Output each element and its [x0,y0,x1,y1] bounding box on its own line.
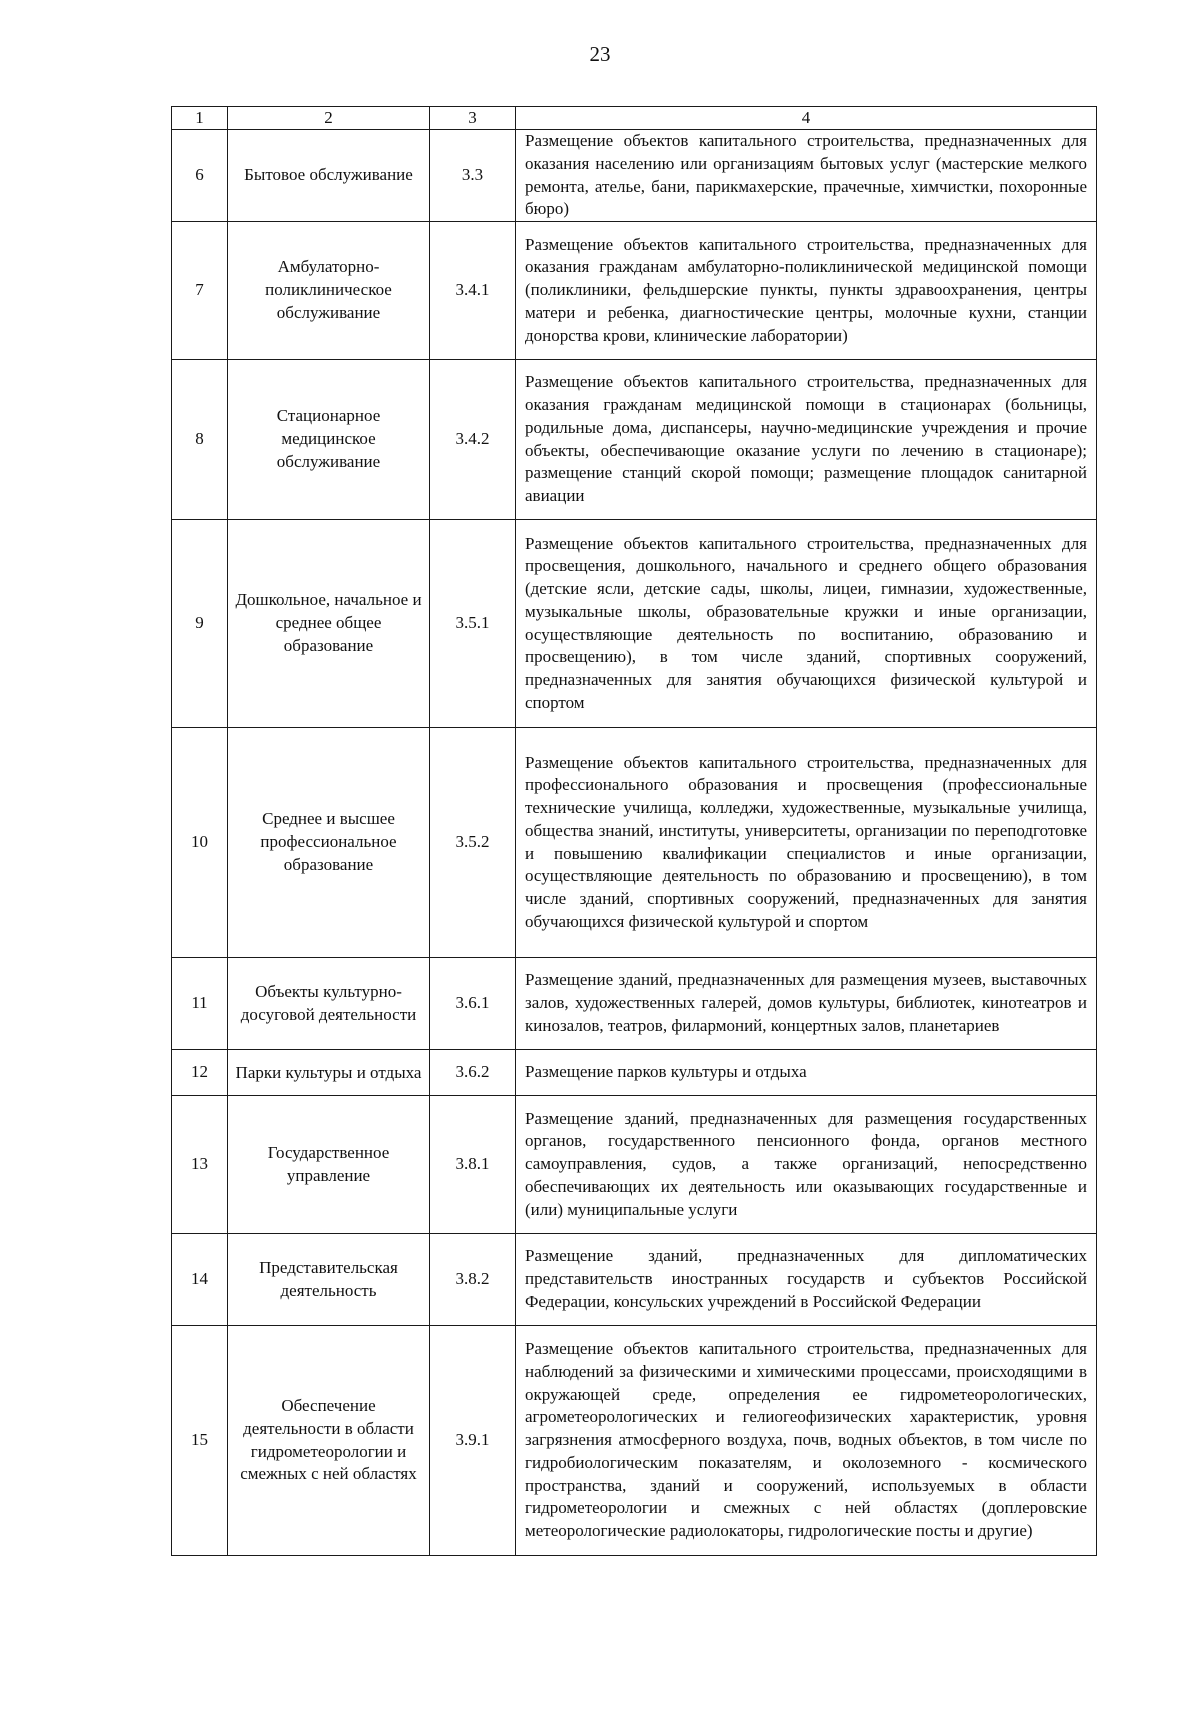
use-type-name: Среднее и высшее профессиональное образование [228,728,430,958]
use-type-name: Объекты культурно-досуговой деятельности [228,958,430,1050]
row-number: 10 [172,728,228,958]
use-type-description: Размещение зданий, предназначенных для размещения государственных органов, государственного пенсионного фонда, органов местного самоуправления, судов, а также организаций, непосредственно обеспечивающих их деятельность или оказывающих государственные и (или) муниципальные услуги [516,1096,1097,1234]
table-row [172,1050,1097,1096]
use-type-name: Представительская деятельность [228,1234,430,1326]
row-number: 11 [172,958,228,1050]
use-type-code: 3.3 [430,130,516,222]
use-type-description: Размещение объектов капитального строительства, предназначенных для профессионального образования и просвещения (профессиональные технические училища, колледжи, художественные, музыкальные училища, общества знаний, институты, университеты, организации по переподготовке и повышению квалификации специалистов и иные организации, осуществляющие деятельность по образованию и просвещению), в том числе зданий, спортивных сооружений, предназначенных для занятия обучающихся физической культурой и спортом [516,728,1097,958]
use-type-name: Парки культуры и отдыха [228,1050,430,1096]
table-row [172,130,1097,222]
use-type-description: Размещение объектов капитального строительства, предназначенных для оказания гражданам медицинской помощи в стационарах (больницы, родильные дома, диспансеры, научно-медицинские учреждения и прочие объекты, обеспечивающие оказание услуги по лечению в стационаре); размещение станций скорой помощи; размещение площадок санитарной авиации [516,360,1097,520]
row-number: 12 [172,1050,228,1096]
header-col-4: 4 [516,107,1097,130]
use-type-name: Бытовое обслуживание [228,130,430,222]
header-col-2: 2 [228,107,430,130]
table-row [172,520,1097,728]
use-type-name: Государственное управление [228,1096,430,1234]
use-type-code: 3.6.1 [430,958,516,1050]
use-type-description: Размещение зданий, предназначенных для дипломатических представительств иностранных государств и субъектов Российской Федерации, консульских учреждений в Российской Федерации [516,1234,1097,1326]
use-type-code: 3.9.1 [430,1326,516,1556]
table-header-row [172,107,1097,130]
row-number: 9 [172,520,228,728]
use-type-code: 3.6.2 [430,1050,516,1096]
table-row [172,958,1097,1050]
use-type-description: Размещение зданий, предназначенных для размещения музеев, выставочных залов, художественных галерей, домов культуры, библиотек, кинотеатров и кинозалов, театров, филармоний, концертных залов, планетариев [516,958,1097,1050]
use-type-code: 3.4.2 [430,360,516,520]
row-number: 15 [172,1326,228,1556]
use-type-name: Амбулаторно-поликлиническое обслуживание [228,222,430,360]
row-number: 6 [172,130,228,222]
use-type-description: Размещение объектов капитального строительства, предназначенных для оказания гражданам амбулаторно-поликлинической медицинской помощи (поликлиники, фельдшерские пункты, пункты здравоохранения, центры матери и ребенка, диагностические центры, молочные кухни, станции донорства крови, клинические лаборатории) [516,222,1097,360]
use-type-code: 3.8.2 [430,1234,516,1326]
row-number: 14 [172,1234,228,1326]
table-row [172,1326,1097,1556]
use-type-code: 3.4.1 [430,222,516,360]
land-use-table [171,106,1097,1556]
page-number: 23 [589,42,611,66]
use-type-code: 3.5.1 [430,520,516,728]
header-col-1: 1 [172,107,228,130]
row-number: 13 [172,1096,228,1234]
table-row [172,1096,1097,1234]
use-type-description: Размещение объектов капитального строительства, предназначенных для наблюдений за физическими и химическими процессами, происходящими в окружающей среде, определения ее гидрометеорологических, агрометеорологических и гелиогеофизических характеристик, уровня загрязнения атмосферного воздуха, почв, водных объектов, в том числе по гидробиологическим показателям, и околоземного - космического пространства, зданий и сооружений, используемых в области гидрометеорологии и смежных с ней областях (доплеровские метеорологические радиолокаторы, гидрологические посты и другие) [516,1326,1097,1556]
table-row [172,1234,1097,1326]
use-type-name: Обеспечение деятельности в области гидрометеорологии и смежных с ней областях [228,1326,430,1556]
header-col-3: 3 [430,107,516,130]
use-type-description: Размещение объектов капитального строительства, предназначенных для оказания населению или организациям бытовых услуг (мастерские мелкого ремонта, ателье, бани, парикмахерские, прачечные, химчистки, похоронные бюро) [516,130,1097,222]
table-row [172,360,1097,520]
use-type-code: 3.5.2 [430,728,516,958]
row-number: 7 [172,222,228,360]
row-number: 8 [172,360,228,520]
use-type-name: Дошкольное, начальное и среднее общее образование [228,520,430,728]
use-type-description: Размещение парков культуры и отдыха [516,1050,1097,1096]
table-row [172,728,1097,958]
use-type-code: 3.8.1 [430,1096,516,1234]
use-type-name: Стационарное медицинское обслуживание [228,360,430,520]
table-row [172,222,1097,360]
use-type-description: Размещение объектов капитального строительства, предназначенных для просвещения, дошкольного, начального и среднего общего образования (детские ясли, детские сады, школы, лицеи, гимназии, художественные, музыкальные школы, образовательные кружки и иные организации, осуществляющие деятельность по воспитанию, образованию и просвещению), в том числе зданий, спортивных сооружений, предназначенных для занятия обучающихся физической культурой и спортом [516,520,1097,728]
